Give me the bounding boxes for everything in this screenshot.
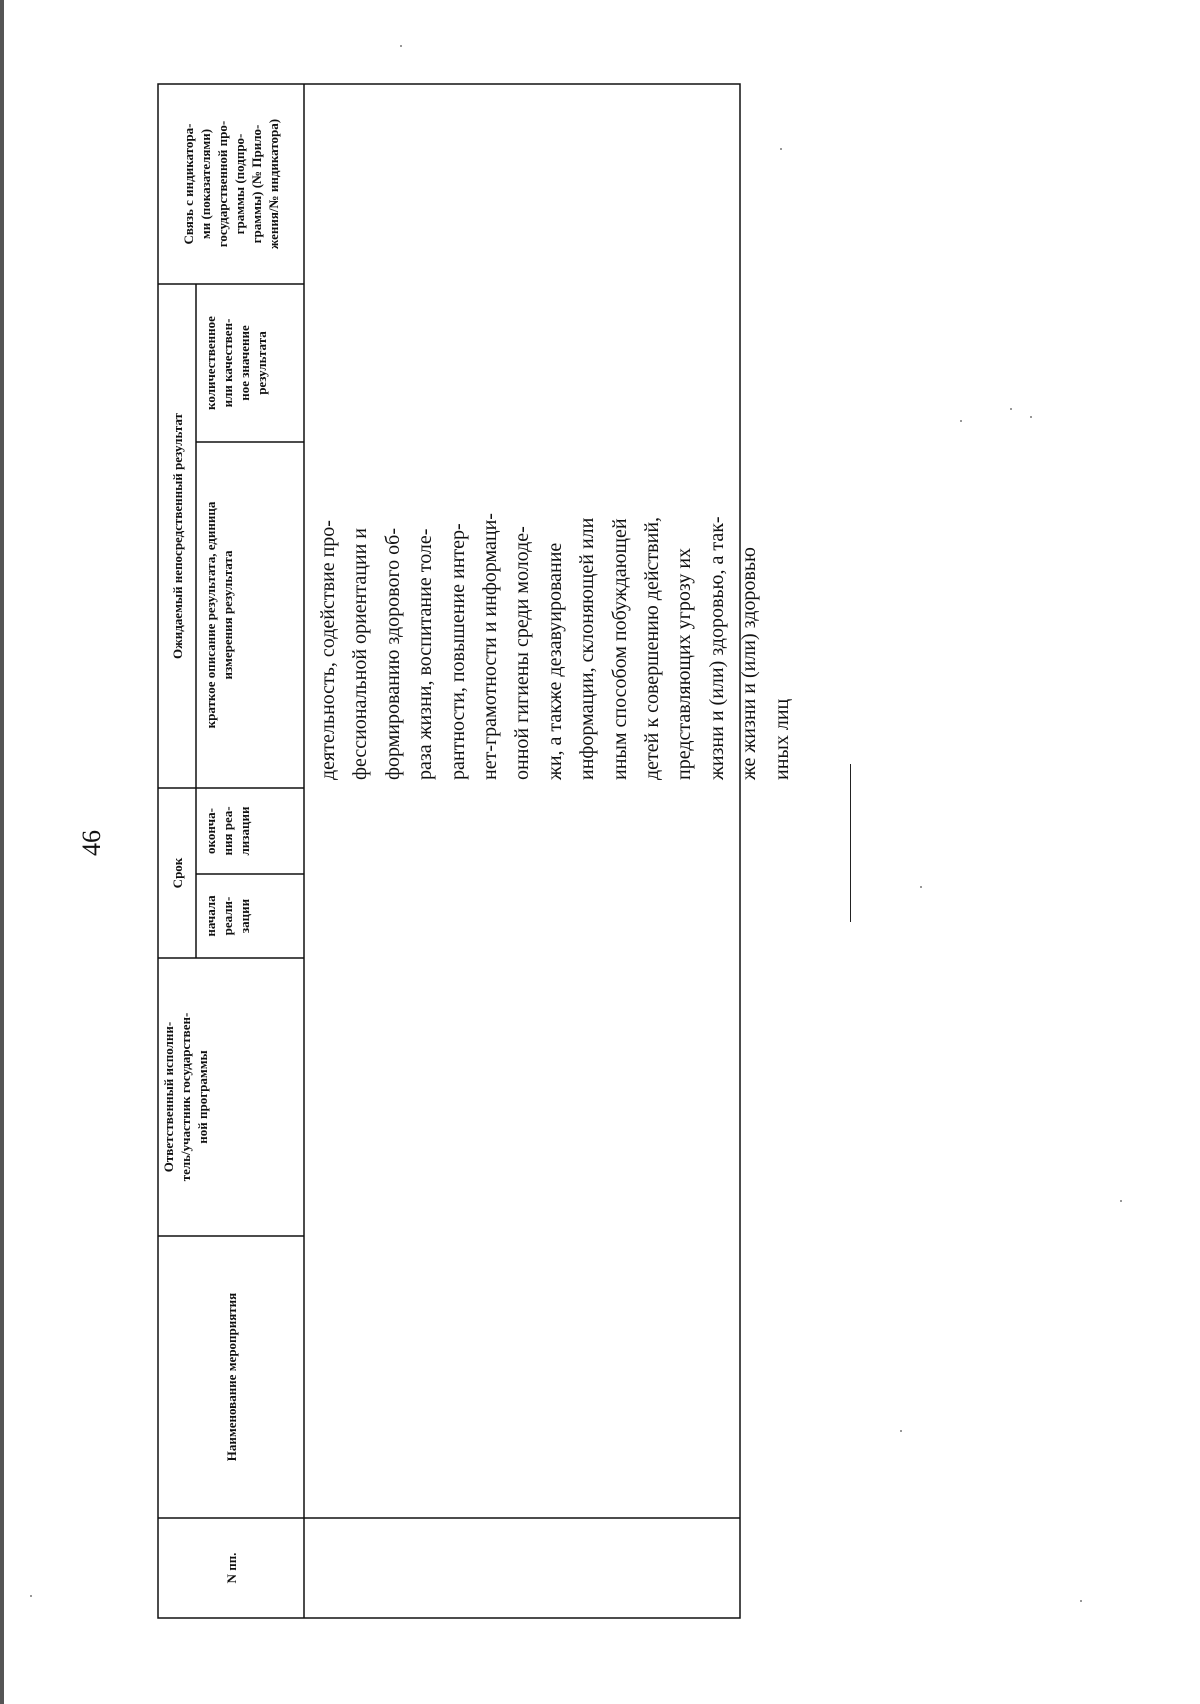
- scan-speck: [30, 1595, 32, 1597]
- stray-mark: [850, 764, 851, 922]
- scan-speck: [1120, 1200, 1122, 1202]
- scan-speck: [400, 45, 402, 47]
- scan-speck: [1030, 416, 1032, 418]
- scan-speck: [1080, 1600, 1082, 1602]
- header-term: Срок: [169, 857, 185, 889]
- scan-speck: [900, 1430, 902, 1432]
- header-expected-result: Ожидаемый непосредственный результат: [169, 413, 185, 659]
- header-indicator-link: Связь с индикатора- ми (показателями) государственной про- граммы (подпро- граммы) (№ Прило- жения/№ индикатора): [181, 118, 281, 250]
- header-number: N пп.: [223, 1552, 239, 1584]
- scan-speck: [1010, 408, 1012, 410]
- page-number: 46: [77, 830, 106, 856]
- header-term-end: оконча- ния реа- лизации: [203, 806, 252, 856]
- scan-speck: [960, 420, 962, 422]
- header-responsible: Ответственный исполни- тель/участник государствен- ной программы: [161, 1012, 210, 1182]
- scan-speck: [920, 886, 922, 888]
- header-expected-value: количественное или качествен- ное значение результата: [203, 316, 269, 410]
- header-event-name: Наименование мероприятия: [223, 1292, 239, 1462]
- scan-speck: [780, 148, 782, 150]
- result-description-text: деятельность, содействие про- фессиональной ориентации и формированию здорового об- раза жизни, воспитание толе- рантности, повышение интер- нет-грамотности и информаци- онной гигиены среди молоде- жи, а также дезавуирование информации, склоняющей или иным способом побуждающей детей к совершению действий, представляющих угрозу их жизни и (или) здоровью, а так- же жизни и (или) здоровью иных лиц: [317, 513, 793, 780]
- header-term-start: начала реали- зации: [203, 895, 252, 937]
- header-expected-description: краткое описание результата, единица измерения результата: [203, 501, 235, 729]
